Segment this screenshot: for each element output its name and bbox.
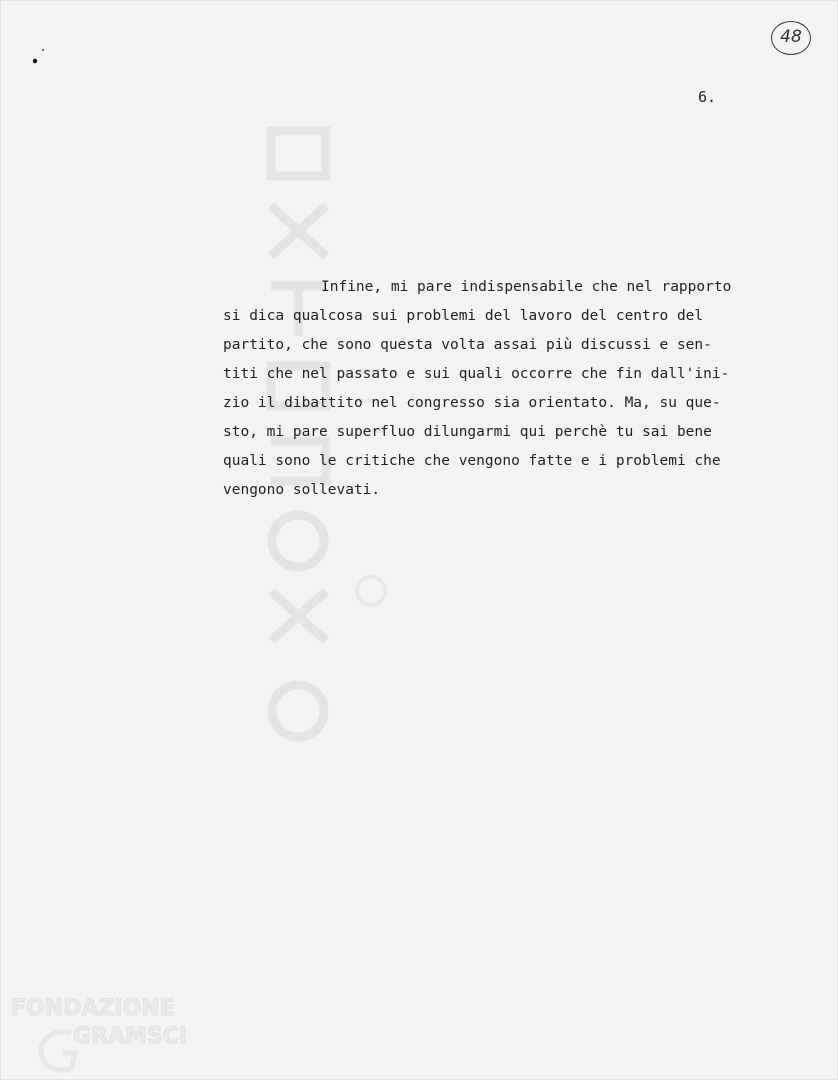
fondazione-gramsci-logo xyxy=(9,989,209,1074)
archive-number-circled: 48 xyxy=(771,21,811,55)
ink-marks xyxy=(31,41,61,71)
logo-line-1: FONDAZIONE xyxy=(11,996,175,1021)
paragraph-line: partito, che sono questa volta assai più discussi e sen- xyxy=(223,337,712,353)
paragraph-line: quali sono le critiche che vengono fatte e i problemi che xyxy=(223,453,721,469)
paragraph-line: vengono sollevati. xyxy=(223,482,381,498)
paragraph-line: Infine, mi pare indispensabile che nel rapporto xyxy=(321,279,732,295)
paragraph-line: zio il dibattito nel congresso sia orientato. Ma, su que- xyxy=(223,395,721,411)
paragraph-line: sto, mi pare superfluo dilungarmi qui perchè tu sai bene xyxy=(223,424,712,440)
page-number: 6. xyxy=(698,88,717,106)
letter-paragraph xyxy=(223,273,803,505)
paragraph-line: si dica qualcosa sui problemi del lavoro del centro del xyxy=(223,308,704,324)
logo-line-2: GRAMSCI xyxy=(73,1024,188,1049)
paragraph-line: titi che nel passato e sui quali occorre che fin dall'ini- xyxy=(223,366,730,382)
